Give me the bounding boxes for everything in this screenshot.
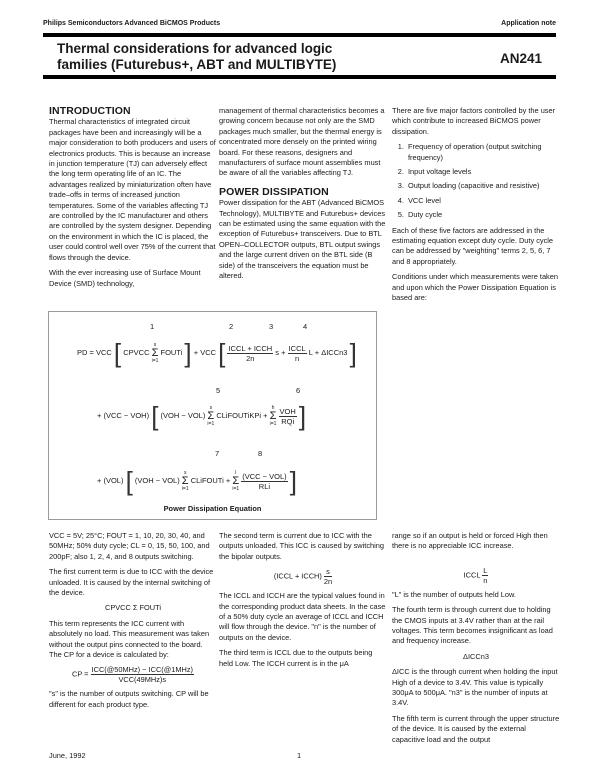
column-3 xyxy=(392,106,560,309)
numerator: (VCC − VOL) xyxy=(242,471,287,481)
factor-item: 1. Frequency of operation (output switching frequency) xyxy=(406,142,560,163)
eq-lhs: PD = VCC xyxy=(77,347,112,357)
equation-caption: Power Dissipation Equation xyxy=(163,504,262,513)
introduction-paragraph-1: Thermal characteristics of integrated circuit packages have been and increasingly will be a major consideration to both producers and users of electronics products. This is because an increase in junction temperature (TJ) can adversely effect the long term operating life of an IC. The advantages realized by miniaturization often have trade–offs in terms of increased junction temperatures. Some of the variables affecting TJ are controlled by the IC manufacturer and others are controlled by the system designer. Depending on the environment in which the IC is placed, the user could control well over 75% of the current that flows through the device. xyxy=(49,117,216,262)
fifth-term-paragraph: The fifth term is current through the upper structure of the device. It is caused by the external capacitive load and the output xyxy=(392,713,560,744)
eq-plus-vcc: + VCC xyxy=(193,347,217,357)
formula-fraction xyxy=(482,566,488,585)
smd-paragraph: management of thermal characteristics becomes a growing concern because not only are the SMD packages much smaller, but the thermal energy is concentrated more densely on the printed wiring board. For these reasons, designers and manufacturers of surface mount assemblies must be aware of all the variables affecting TJ. xyxy=(219,106,385,178)
sum-symbol: s Σ i=1 xyxy=(151,342,159,364)
term-number: 1 xyxy=(150,322,155,331)
column-4 xyxy=(49,531,217,715)
numerator: ICC(@50MHz) − ICC(@1MHz) xyxy=(91,665,193,675)
factor-item: 4. VCC level xyxy=(406,196,560,206)
header-rule-bottom xyxy=(43,75,556,79)
numerator: ICCL xyxy=(288,343,306,353)
eq-term7-sum: CLiFOUTi + xyxy=(190,475,231,485)
title-line-1: Thermal considerations for advanced logic xyxy=(57,41,333,56)
eq-term7: (VOH − VOL) xyxy=(134,475,180,485)
title-line-2: families (Futurebus+, ABT and MULTIBYTE) xyxy=(57,57,337,72)
sum-bottom: i=1 xyxy=(207,421,215,427)
term-number: 6 xyxy=(296,386,301,395)
third-term-continued: range so if an output is held or forced High then there is no appreciable ICC increase. xyxy=(392,531,548,551)
eq-term5-sum: CLiFOUTiKPi + xyxy=(216,410,268,420)
eq-lead: + (VOL) xyxy=(97,475,124,485)
sum-symbol: s Σ i=1 xyxy=(181,470,189,492)
sum-top: h xyxy=(271,405,275,411)
first-term-paragraph: The first current term is due to ICC with the device unloaded. It is caused by the internal switching of the device. xyxy=(49,567,214,598)
fraction-term6 xyxy=(279,407,297,426)
denominator: VCC(49MHz)s xyxy=(118,675,167,685)
numerator: ICCL + ICCH xyxy=(228,343,273,353)
first-term-formula: CPVCC Σ FOUTi xyxy=(104,603,162,613)
l-note: "L" is the number of outputs held Low. xyxy=(392,589,516,599)
bracket-close: ] xyxy=(289,466,297,496)
sum-symbol: s Σ i=1 xyxy=(207,405,215,427)
equation-line-3 xyxy=(97,466,297,496)
denominator: RQi xyxy=(281,416,295,426)
column-6 xyxy=(392,531,560,750)
column-2 xyxy=(219,106,387,287)
measurement-conditions: VCC = 5V; 25°C; FOUT = 1, 10, 20, 30, 40, and 50MHz; 50% duty cycle; CL = 0, 15, 50, 100, and 200pF; also 1, 2, 4, and 8 outputs switching. xyxy=(49,531,210,561)
numerator: VOH xyxy=(279,406,296,416)
cp-fraction xyxy=(91,665,194,684)
company-header: Philips Semiconductors Advanced BiCMOS Products xyxy=(43,20,221,27)
factors-intro: There are five major factors controlled by the user which contribute to increased BiCMOS power dissipation. xyxy=(392,106,556,136)
factors-note: Each of these five factors are addressed in the estimating equation except duty cycle. Duty cycle can be addressed by "weighting" terms 2, 5, 6, 7 and 8 appropriately. xyxy=(392,225,554,266)
header-rule-top xyxy=(43,33,556,37)
denominator: 2n xyxy=(246,353,255,363)
term-number: 2 xyxy=(229,322,234,331)
conditions-intro: Conditions under which measurements were taken and upon which the Power Dissipation Equation is based are: xyxy=(392,272,558,303)
cp-note: "s" is the number of outputs switching. CP will be different for each product type. xyxy=(49,689,209,709)
equation-box xyxy=(48,311,377,520)
column-5 xyxy=(219,531,387,674)
term-number: 3 xyxy=(269,322,274,331)
denominator: n xyxy=(295,353,300,363)
page-number: 1 xyxy=(297,751,302,760)
sum-bottom: i=1 xyxy=(151,358,159,364)
introduction-section xyxy=(49,106,217,294)
fraction-term3 xyxy=(288,344,307,363)
document-title xyxy=(57,41,437,73)
eq-term1: CPVCC xyxy=(123,347,150,357)
third-term-formula xyxy=(392,566,560,585)
fourth-term-formula: ΔICCn3 xyxy=(463,651,489,661)
sum-bottom: i=1 xyxy=(181,486,189,492)
eq-term2-tail: s + xyxy=(275,347,286,357)
second-term-paragraph: The second term is current due to ICC with the outputs unloaded. This ICC is caused by switching the bipolar outputs. xyxy=(219,531,385,561)
third-term-paragraph: The third term is ICCL due to the outputs being held Low. The ICCH current is in the μA xyxy=(219,648,373,668)
cp-lhs: CP = xyxy=(71,669,89,679)
denominator: n xyxy=(483,575,488,585)
formula-lhs: (ICCL + ICCH) xyxy=(273,571,322,581)
introduction-paragraph-2: With the ever increasing use of Surface Mount Device (SMD) technology, xyxy=(49,268,201,288)
denominator: 2n xyxy=(323,577,333,587)
bracket-open: [ xyxy=(218,338,226,368)
numerator: L xyxy=(483,565,488,575)
footer-date: June, 1992 xyxy=(49,751,86,760)
fraction-term2 xyxy=(227,344,273,363)
cp-formula xyxy=(49,665,217,684)
bracket-open: [ xyxy=(151,401,159,431)
document-type: Application note xyxy=(501,20,556,27)
bracket-close: ] xyxy=(184,338,192,368)
numerator: s xyxy=(324,567,332,577)
denominator: RLi xyxy=(258,481,271,491)
formula-fraction xyxy=(324,567,332,586)
fourth-term-paragraph: The fourth term is through current due to holding the CMOS inputs at 3.4V rather than at the rail voltages. This term becomes insignificant as load and frequency increase. xyxy=(392,605,553,646)
eq-term5: (VOH − VOL) xyxy=(160,410,206,420)
delta-icc-paragraph: ΔICC is the through current when holding the input High of a device to 3.4V. This value is typically 300μA to 500μA. "n3" is the number of inputs at 3.4V. xyxy=(392,667,558,708)
iccl-icch-paragraph: The ICCL and ICCH are the typical values found in the corresponding product data sheets. In the case of a 50% duty cycle an average of ICCL and ICCH will flow through the device. "n" is the number of outputs on the device. xyxy=(219,591,386,642)
sum-symbol: h Σ i=1 xyxy=(269,405,277,427)
sum-top: s xyxy=(183,470,187,476)
sum-top: l xyxy=(235,470,237,476)
bracket-open: [ xyxy=(125,466,133,496)
second-term-formula xyxy=(219,567,387,586)
equation-line-2 xyxy=(97,401,307,431)
introduction-heading: INTRODUCTION xyxy=(49,105,131,117)
term-number: 4 xyxy=(303,322,308,331)
sum-top: s xyxy=(153,342,157,348)
factor-item: 5. Duty cycle xyxy=(406,210,560,220)
first-term-explanation: This term represents the ICC current with absolutely no load. This measurement was taken without the output pins connected to the board. The CP for a device is calculated by: xyxy=(49,618,210,660)
bracket-close: ] xyxy=(349,338,357,368)
power-dissipation-paragraph: Power dissipation for the ABT (Advanced BiCMOS Technology), MULTIBYTE and Futurebus+ devices can be estimated using the same equation with the exception of Futurebus+ transceivers. Due to BTL OPEN–COLLECTOR outputs, BTL output swings and the large current driven on the BTL side (B side) of the transceivers the equation must be altered. xyxy=(219,198,386,281)
sum-symbol: l Σ i=1 xyxy=(232,470,240,492)
equation-line-1 xyxy=(77,338,357,368)
sum-bottom: i=1 xyxy=(269,421,277,427)
formula-lhs: ICCL xyxy=(463,570,481,580)
eq-term1-sum: FOUTi xyxy=(160,347,183,357)
factor-item: 3. Output loading (capacitive and resistive) xyxy=(406,181,560,191)
eq-lead: + (VCC − VOH) xyxy=(97,410,150,420)
fraction-term8 xyxy=(241,472,287,491)
bracket-close: ] xyxy=(298,401,307,431)
bracket-open: [ xyxy=(113,338,122,368)
factors-list xyxy=(392,142,560,220)
factor-item: 2. Input voltage levels xyxy=(406,167,560,177)
term-number: 7 xyxy=(215,449,220,458)
sum-bottom: i=1 xyxy=(232,486,240,492)
term-number: 5 xyxy=(216,386,221,395)
term-number: 8 xyxy=(258,449,263,458)
power-dissipation-heading: POWER DISSIPATION xyxy=(219,185,329,198)
sum-top: s xyxy=(209,405,213,411)
document-number: AN241 xyxy=(499,51,542,66)
eq-term3-tail: L + ΔICCn3 xyxy=(308,347,348,357)
